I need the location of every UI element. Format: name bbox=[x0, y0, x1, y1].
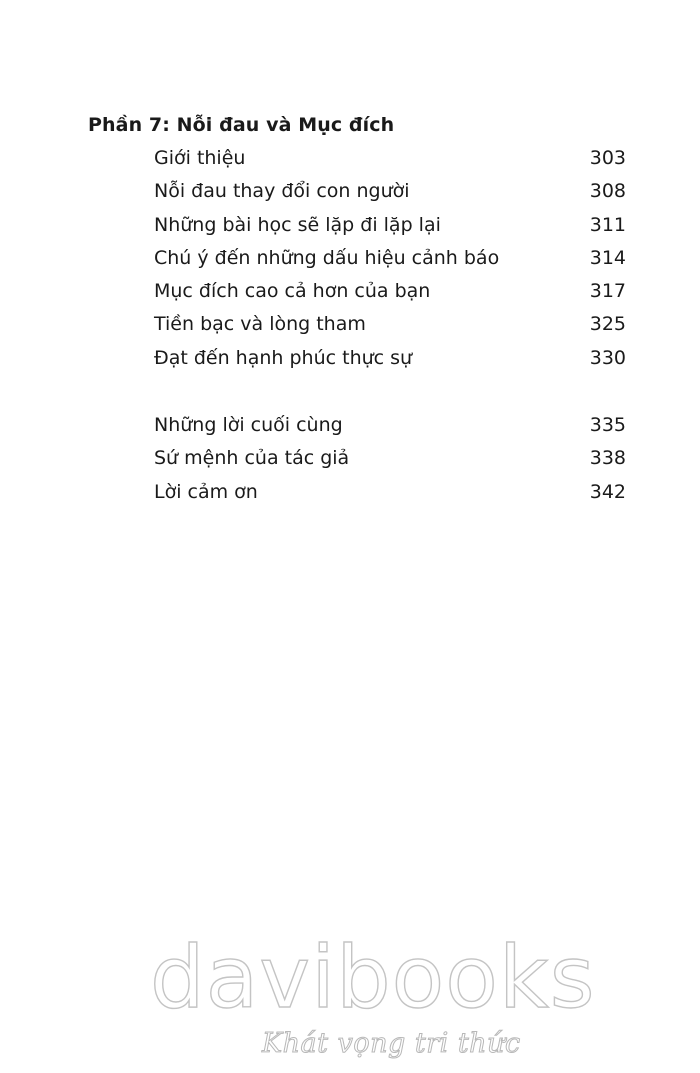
toc-entry bbox=[154, 313, 626, 346]
toc-entry bbox=[154, 214, 626, 247]
toc-entry-page: 303 bbox=[589, 147, 626, 169]
toc-entry bbox=[154, 347, 626, 380]
watermark-tagline: Khát vọng tri thức bbox=[262, 1028, 521, 1059]
toc-entry-page: 330 bbox=[589, 346, 626, 369]
toc-entry-label: Chú ý đến những dấu hiệu cảnh báo bbox=[154, 246, 500, 269]
toc-list bbox=[154, 147, 626, 380]
toc-entry-page: 338 bbox=[589, 447, 626, 470]
toc-entry-label: Nỗi đau thay đổi con người bbox=[154, 180, 410, 203]
toc-entry-page: 317 bbox=[589, 280, 626, 303]
section-title: Phần 7: Nỗi đau và Mục đích bbox=[88, 114, 395, 136]
toc-entry bbox=[154, 414, 626, 447]
toc-entry-page: 335 bbox=[589, 414, 626, 436]
toc-entry bbox=[154, 447, 626, 480]
toc-entry bbox=[154, 247, 626, 280]
toc-entry-label: Giới thiệu bbox=[154, 147, 246, 169]
toc-list-endmatter bbox=[154, 414, 626, 514]
toc-entry-page: 308 bbox=[589, 180, 626, 203]
toc-entry bbox=[154, 481, 626, 514]
toc-entry-label: Tiền bạc và lòng tham bbox=[154, 313, 366, 336]
toc-entry bbox=[154, 180, 626, 213]
toc-entry bbox=[154, 280, 626, 313]
toc-entry-page: 342 bbox=[589, 480, 626, 503]
toc-entry-page: 311 bbox=[589, 213, 626, 236]
toc-entry-page: 314 bbox=[589, 246, 626, 269]
toc-entry-label: Đạt đến hạnh phúc thực sự bbox=[154, 346, 413, 369]
toc-entry-label: Mục đích cao cả hơn của bạn bbox=[154, 280, 431, 303]
watermark-logo: davibooks bbox=[150, 928, 596, 1028]
toc-entry-label: Những bài học sẽ lặp đi lặp lại bbox=[154, 213, 441, 236]
toc-entry-page: 325 bbox=[589, 313, 626, 336]
toc-entry-label: Những lời cuối cùng bbox=[154, 414, 343, 436]
toc-entry-label: Lời cảm ơn bbox=[154, 480, 258, 503]
toc-entry bbox=[154, 147, 626, 180]
toc-entry-label: Sứ mệnh của tác giả bbox=[154, 447, 350, 470]
